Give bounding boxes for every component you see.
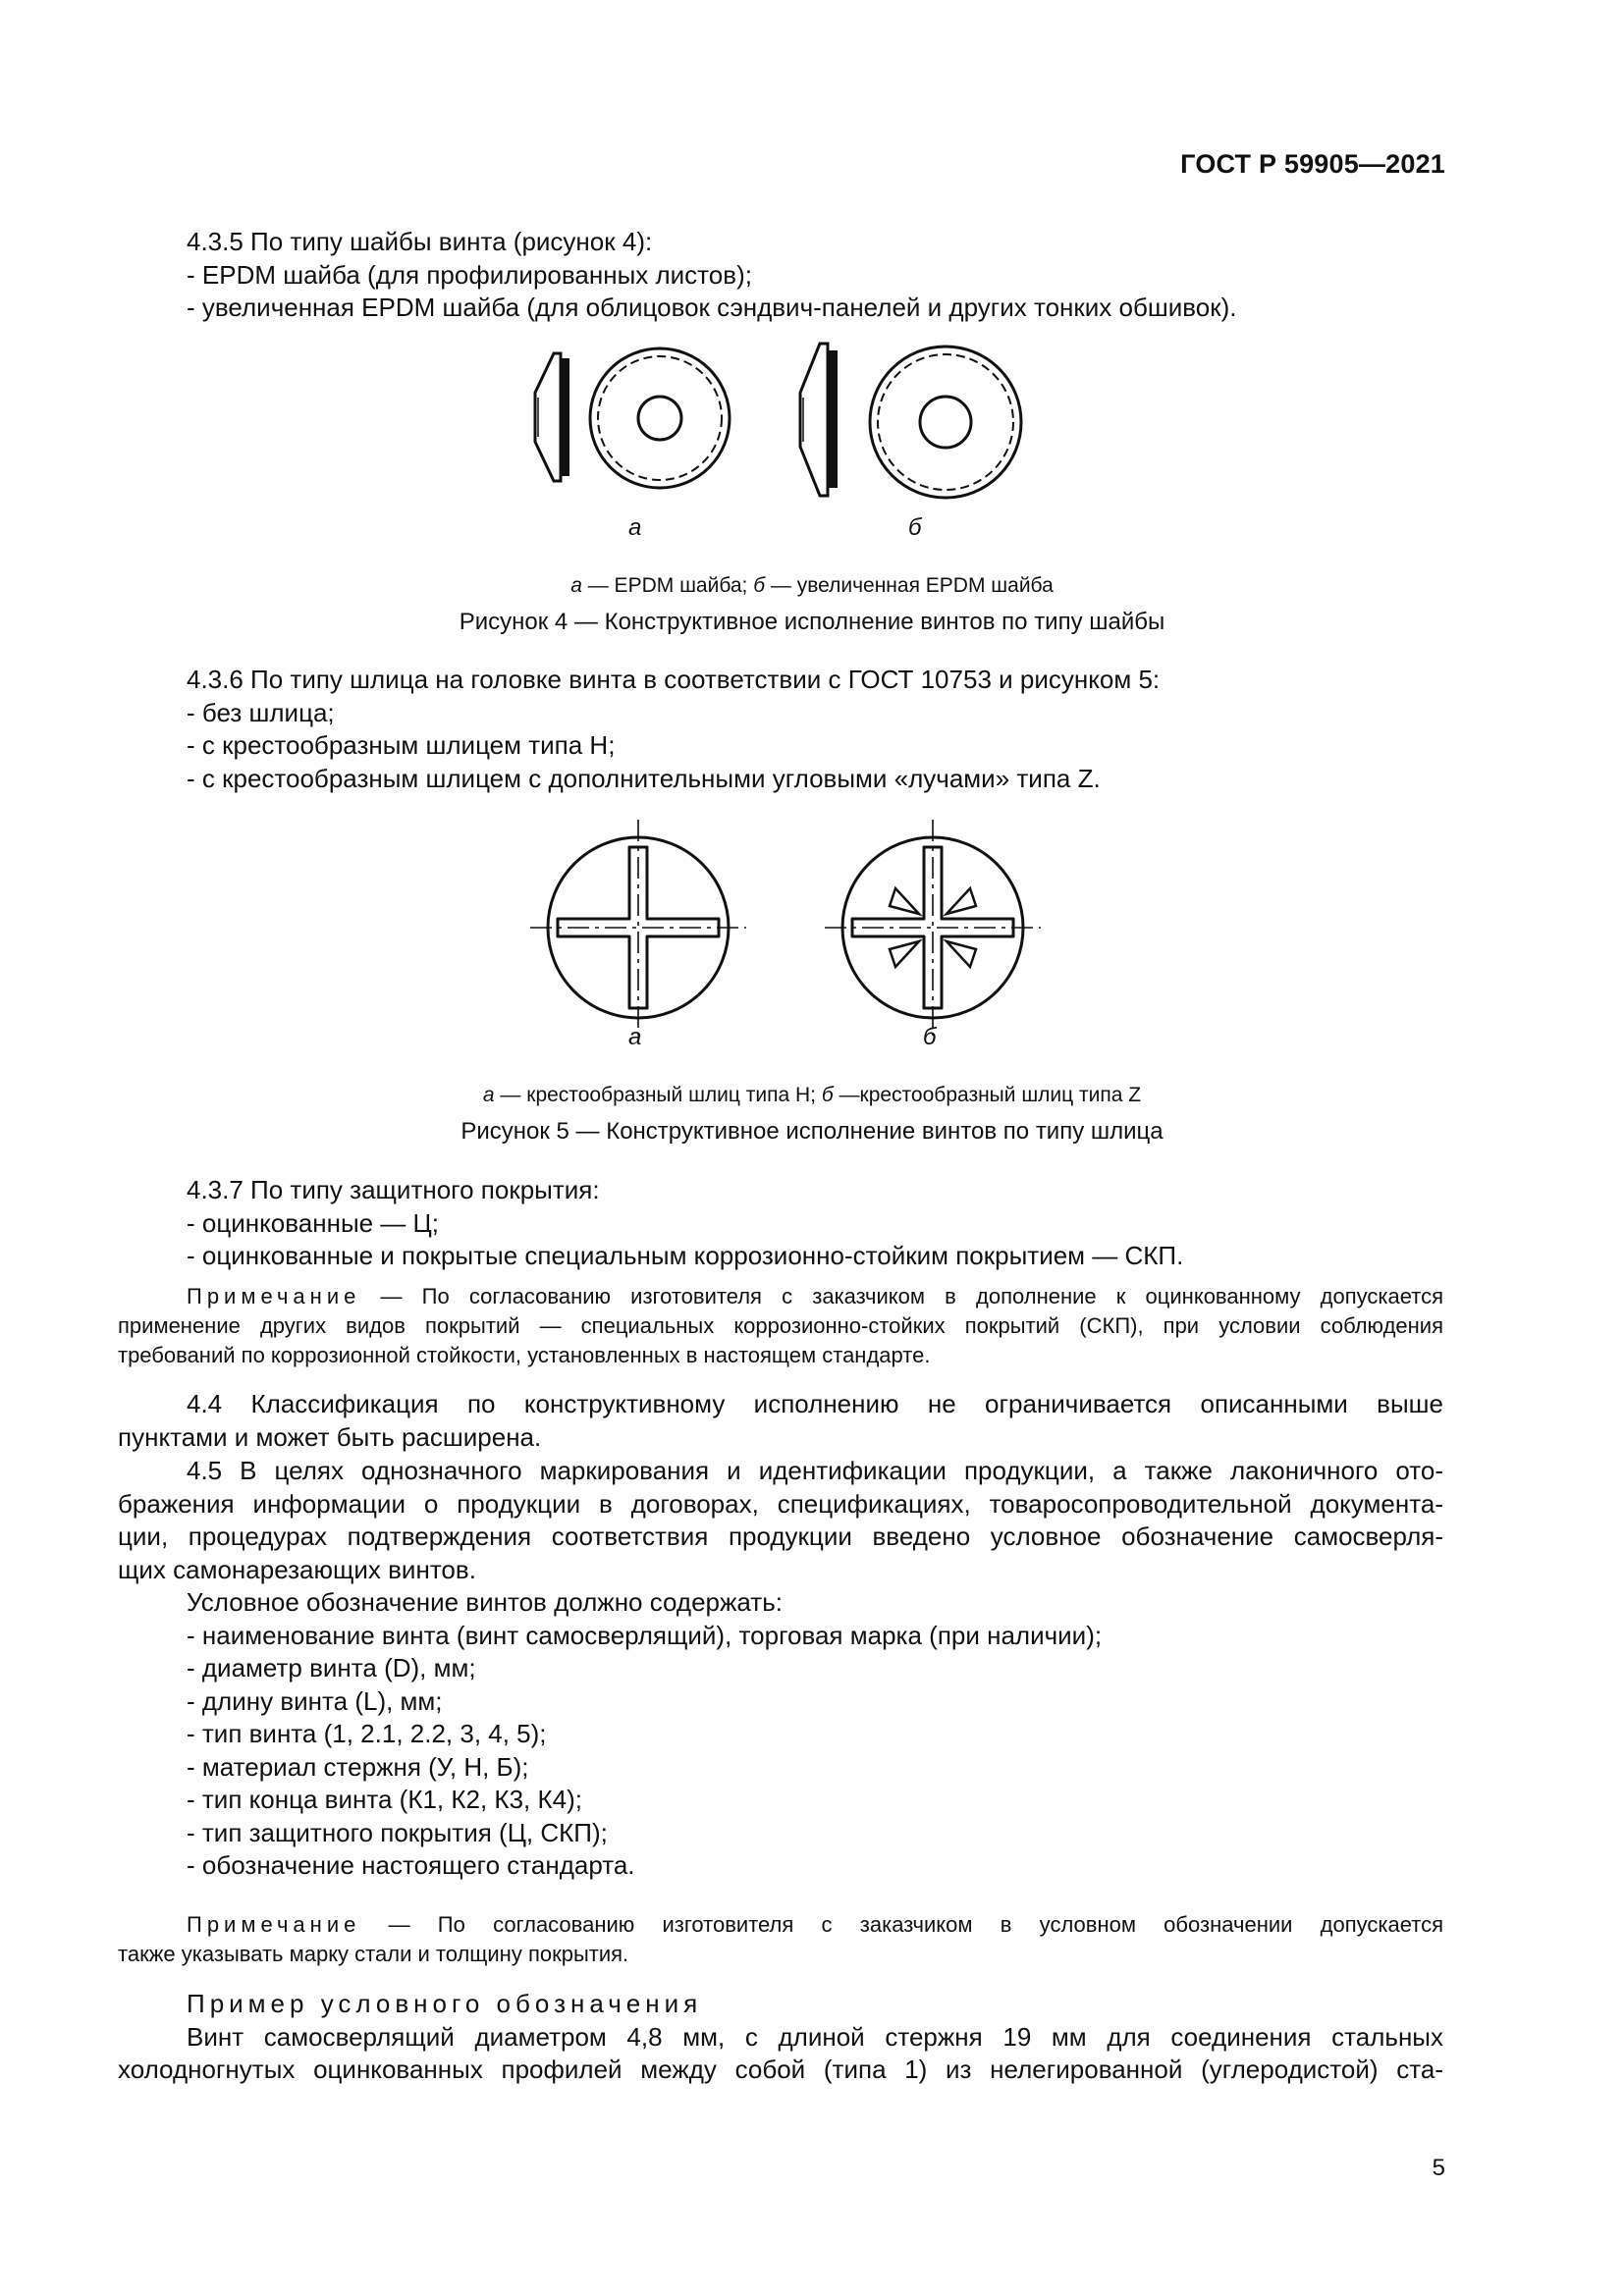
list-item: - наименование винта (винт самосверлящий), торговая марка (при наличии); [187, 1620, 1103, 1650]
list-item: - увеличенная EPDM шайба (для облицовок сэндвич-панелей и других тонких обшивок). [187, 293, 1237, 322]
list-item: - с крестообразным шлицем с дополнительными угловыми «лучами» типа Z. [187, 763, 1101, 793]
example-title: Пример условного обозначения [187, 1989, 703, 2018]
paragraph-line: пунктами и может быть расширена. [118, 1421, 542, 1452]
list-item: - тип конца винта (К1, К2, К3, К4); [187, 1785, 582, 1814]
list-item: - без шлица; [187, 697, 335, 727]
section-title: 4.3.7 По типу защитного покрытия: [187, 1175, 600, 1204]
legend-text: — EPDM шайба; [581, 574, 754, 597]
paragraph-4-5 [118, 1455, 1443, 1586]
note-line: также указывать марку стали и толщину покрытия. [118, 1942, 629, 1966]
section-title: 4.3.6 По типу шлица на головке винта в соответствии с ГОСТ 10753 и рисунком 5: [187, 665, 1161, 694]
legend-key: а [570, 574, 582, 597]
figure-5-caption: Рисунок 5 — Конструктивное исполнение винтов по типу шлица [460, 1118, 1164, 1145]
legend-text: — увеличенная EPDM шайба [765, 574, 1054, 597]
note-line [118, 1910, 1443, 1940]
note-2 [118, 1910, 1443, 1969]
paragraph-line: 4.5 В целях однозначного маркирования и идентификации продукции, а также лаконичного ото- [187, 1456, 1443, 1485]
figure-5-slot-z [825, 820, 1041, 1036]
list-item: - диаметр винта (D), мм; [187, 1653, 476, 1682]
paragraph-line: 4.4 Классификация по конструктивному исполнению не ограничивается описанными выше [187, 1389, 1443, 1418]
figure-5-label-a: а [628, 1024, 642, 1050]
designation-intro: Условное обозначение винтов должно содержать: [187, 1587, 783, 1617]
figure-4-washer-b-side [795, 339, 844, 501]
legend-key: б [753, 574, 766, 597]
figure-5-label-b: б [923, 1024, 937, 1050]
figure-4-legend [0, 574, 1624, 598]
list-item: - обозначение настоящего стандарта. [187, 1850, 635, 1880]
list-item: - оцинкованные — Ц; [187, 1207, 439, 1238]
legend-key: а [482, 1084, 495, 1106]
list-item: - длину винта (L), мм; [187, 1685, 443, 1716]
figure-4-washer-b-top [867, 344, 1024, 501]
legend-key: б [821, 1084, 834, 1106]
figure-5-slot-h [530, 820, 746, 1036]
note-line: требований по коррозионной стойкости, установленных в настоящем стандарте. [118, 1343, 931, 1367]
figure-4-label-b: б [908, 514, 922, 541]
list-item: - с крестообразным шлицем типа H; [187, 730, 616, 760]
example [118, 1988, 1443, 2087]
figure-4-washer-a-top [587, 346, 732, 491]
standard-header: ГОСТ Р 59905—2021 [1180, 149, 1445, 179]
section-title: 4.3.5 По типу шайбы винта (рисунок 4): [187, 227, 653, 256]
section-4-3-6 [118, 664, 1443, 795]
paragraph-line: щих самонарезающих винтов. [118, 1554, 476, 1584]
paragraph-4-4 [118, 1388, 1443, 1454]
note-line [118, 1282, 1443, 1311]
list-item: - оцинкованные и покрытые специальным коррозионно-стойким покрытием — СКП. [187, 1241, 1184, 1270]
note-text: — По согласованию изготовителя с заказчиком в условном обозначении допускается [360, 1912, 1443, 1937]
list-item: - тип защитного покрытия (Ц, СКП); [187, 1817, 608, 1847]
note-label: Примечание [187, 1284, 361, 1308]
note-label: Примечание [187, 1912, 361, 1937]
page-number: 5 [1432, 2155, 1445, 2181]
paragraph-line: бражения информации о продукции в договорах, спецификациях, товаросопроводительной документа- [118, 1488, 1443, 1519]
section-4-3-7 [118, 1174, 1443, 1273]
note-text: — По согласованию изготовителя с заказчиком в дополнение к оцинкованному допускается [360, 1284, 1443, 1308]
legend-text: —крестообразный шлиц типа Z [833, 1084, 1142, 1106]
section-4-3-5 [118, 226, 1443, 325]
paragraph-line: ции, процедурах подтверждения соответствия продукции введено условное обозначение самосверля- [118, 1522, 1443, 1551]
list-item: - тип винта (1, 2.1, 2.2, 3, 4, 5); [187, 1719, 547, 1748]
figure-4-washer-a-side [530, 348, 574, 486]
example-line: холодногнутых оцинкованных профилей между собой (типа 1) из нелегированной (углеродистой) ста- [118, 2055, 1443, 2084]
list-item: - EPDM шайба (для профилированных листов); [187, 259, 752, 290]
note-1 [118, 1282, 1443, 1370]
figure-4-label-a: а [628, 514, 642, 541]
list-item: - материал стержня (У, Н, Б); [187, 1751, 529, 1782]
note-line: применение других видов покрытий — специальных коррозионно-стойких покрытий (СКП), при условии соблюдения [118, 1313, 1443, 1338]
legend-text: — крестообразный шлиц типа H; [494, 1084, 822, 1106]
figure-4-caption: Рисунок 4 — Конструктивное исполнение винтов по типу шайбы [459, 609, 1165, 635]
designation-list [118, 1586, 1443, 1883]
example-line: Винт самосверлящий диаметром 4,8 мм, с длиной стержня 19 мм для соединения стальных [187, 2021, 1443, 2052]
figure-5-legend [0, 1084, 1624, 1107]
